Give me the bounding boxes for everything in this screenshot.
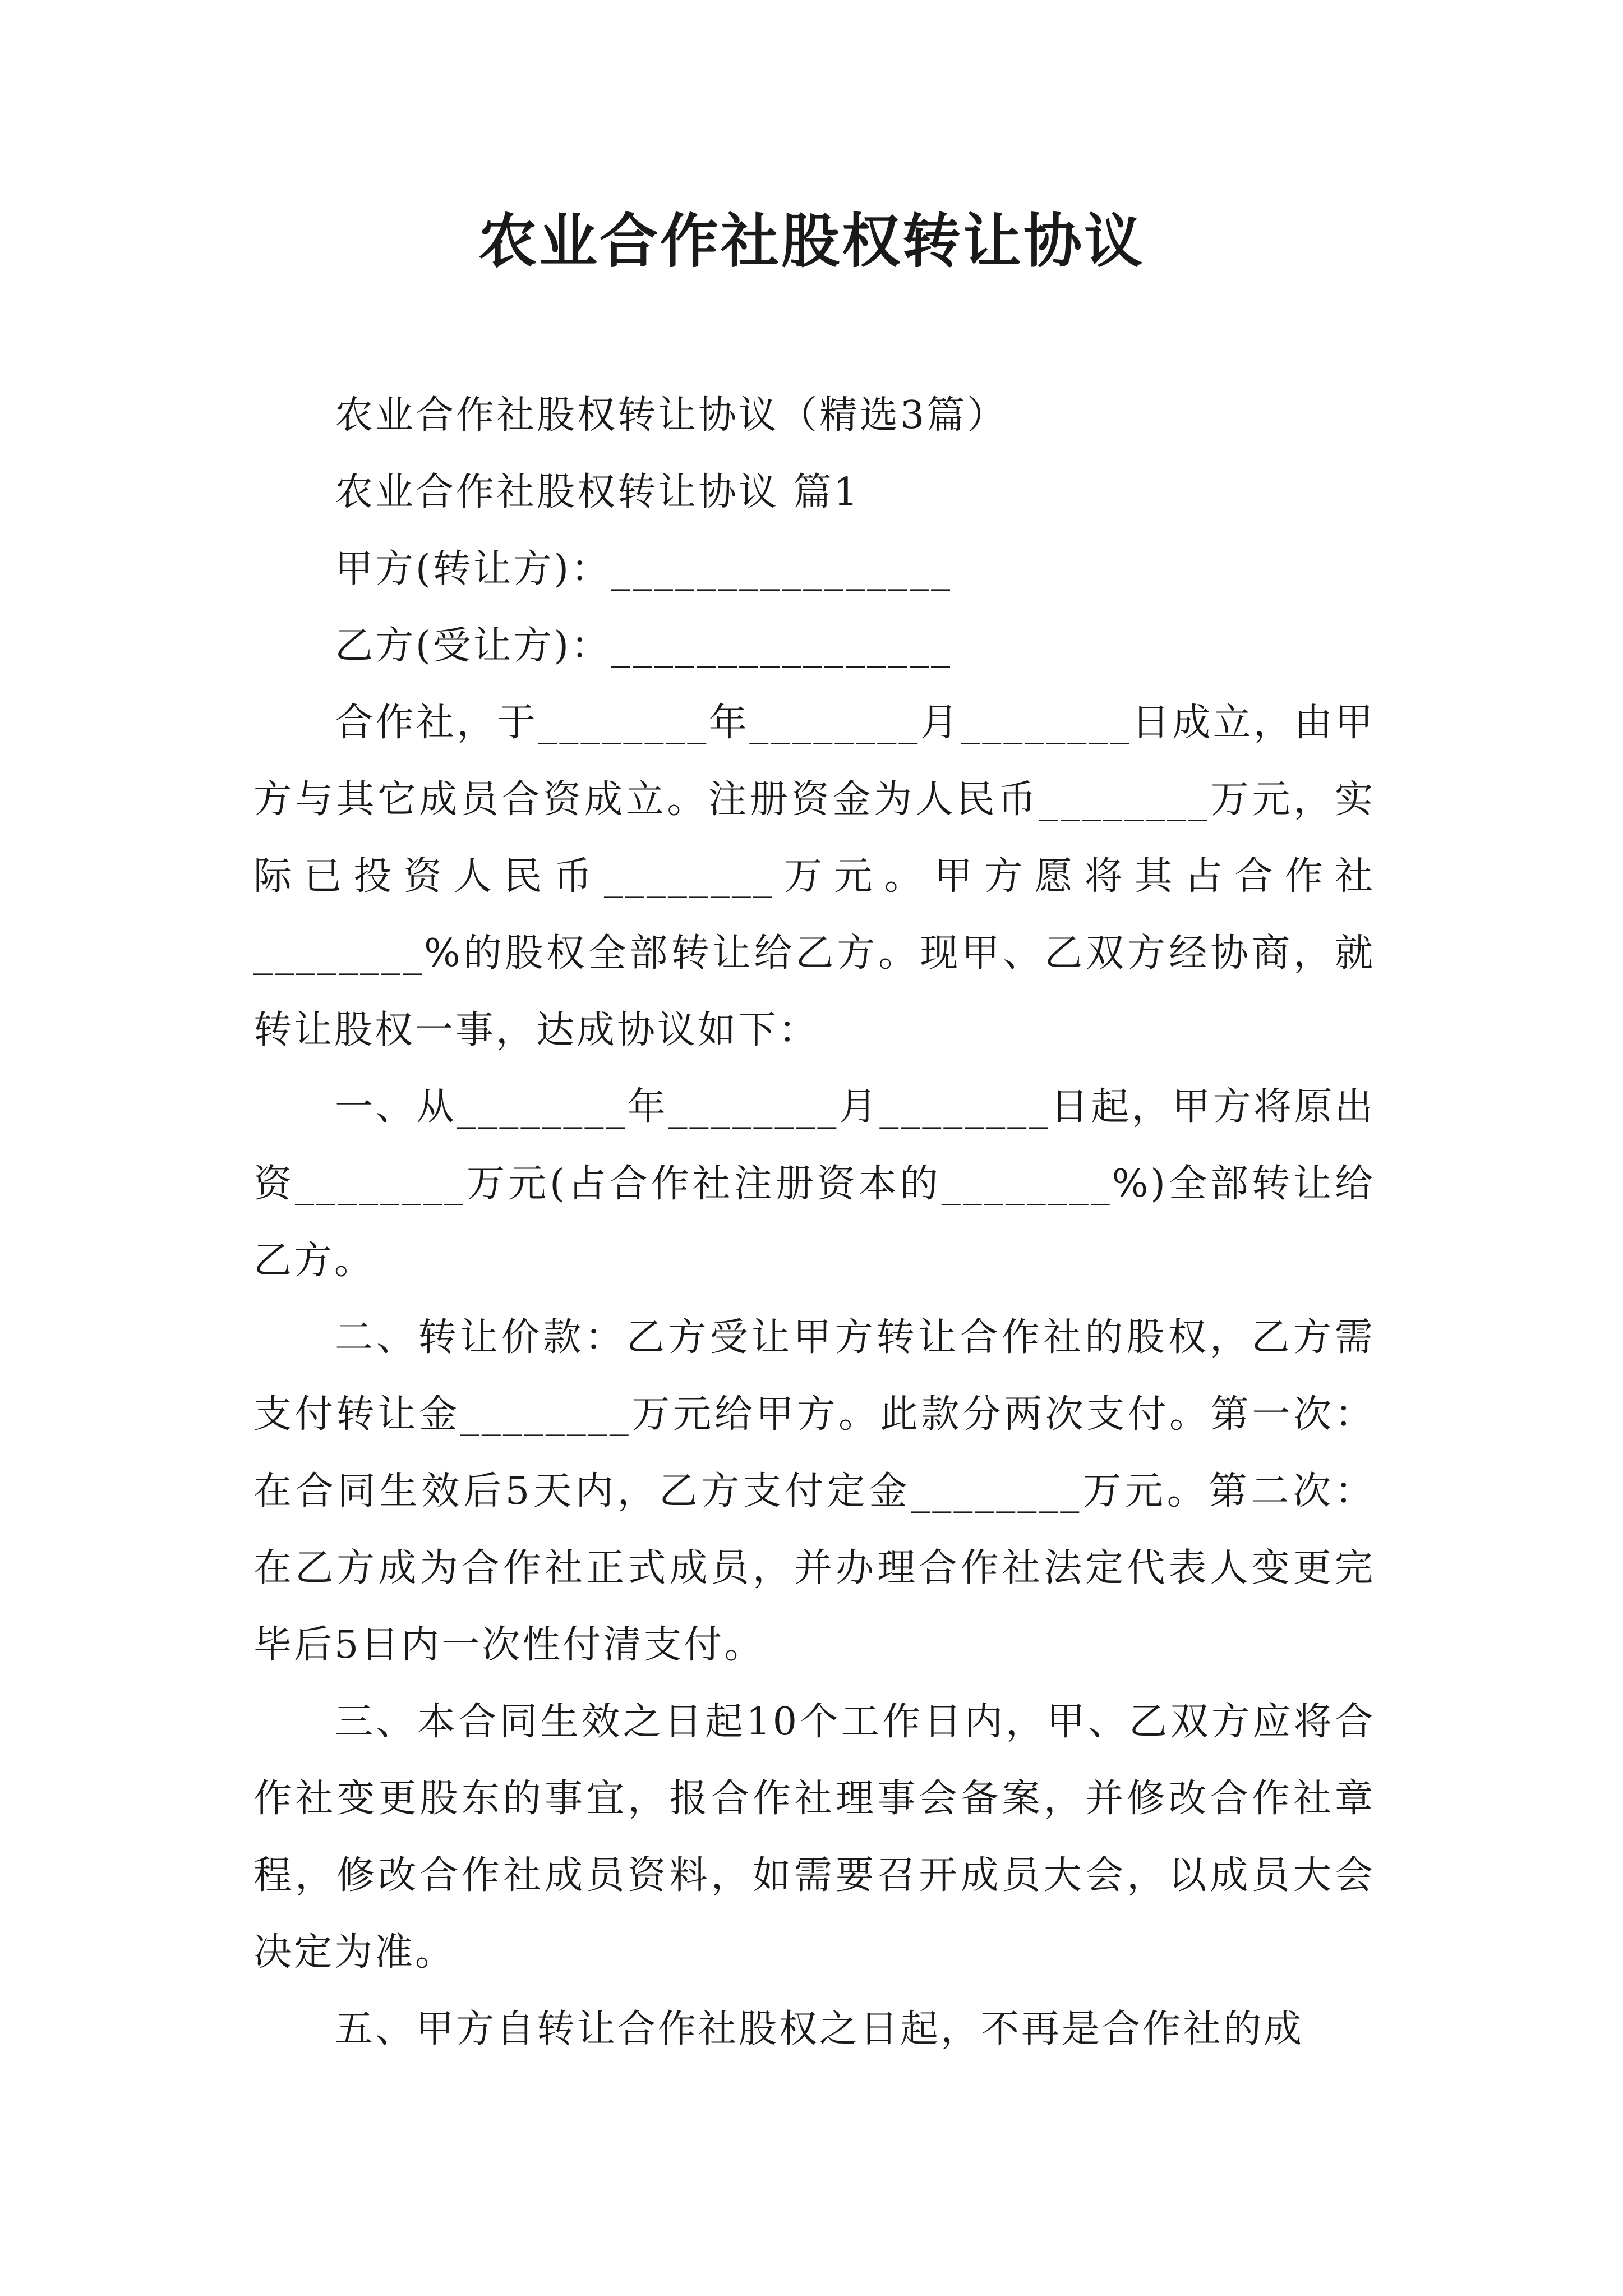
paragraph-clause-3: 三、本合同生效之日起10个工作日内，甲、乙双方应将合作社变更股东的事宜，报合作社理事会备案，并修改合作社章程，修改合作社成员资料，如需要召开成员大会，以成员大会决定为准。	[253, 1700, 1375, 1975]
paragraph-preamble: 合作社，于________年________月________日成立，由甲方与其它成员合资成立。注册资金为人民币________万元，实际已投资人民币________万元。甲方愿将其占合作社________%的股权全部转让给乙方。现甲、乙双方经协商，就转让股权一事，达成协议如下：	[253, 701, 1375, 1052]
document-title: 农业合作社股权转让协议	[478, 206, 1145, 275]
paragraph-party-a: 甲方(转让方)：________________	[335, 547, 953, 591]
paragraph-clause-1: 一、从________年________月________日起，甲方将原出资________万元(占合作社注册资本的________%)全部转让给乙方。	[253, 1085, 1375, 1283]
paragraph-section-heading: 农业合作社股权转让协议 篇1	[335, 470, 860, 514]
paragraph-subtitle: 农业合作社股权转让协议（精选3篇）	[335, 393, 1008, 438]
paragraph-party-b: 乙方(受让方)：________________	[335, 624, 953, 668]
document-body	[253, 377, 1375, 2068]
paragraph-clause-5: 五、甲方自转让合作社股权之日起，不再是合作社的成	[335, 2007, 1304, 2051]
paragraph-clause-2: 二、转让价款：乙方受让甲方转让合作社的股权，乙方需支付转让金________万元给甲方。此款分两次支付。第一次：在合同生效后5天内，乙方支付定金________万元。第二次：在乙方成为合作社正式成员，并办理合作社法定代表人变更完毕后5日内一次性付清支付。	[253, 1315, 1375, 1667]
